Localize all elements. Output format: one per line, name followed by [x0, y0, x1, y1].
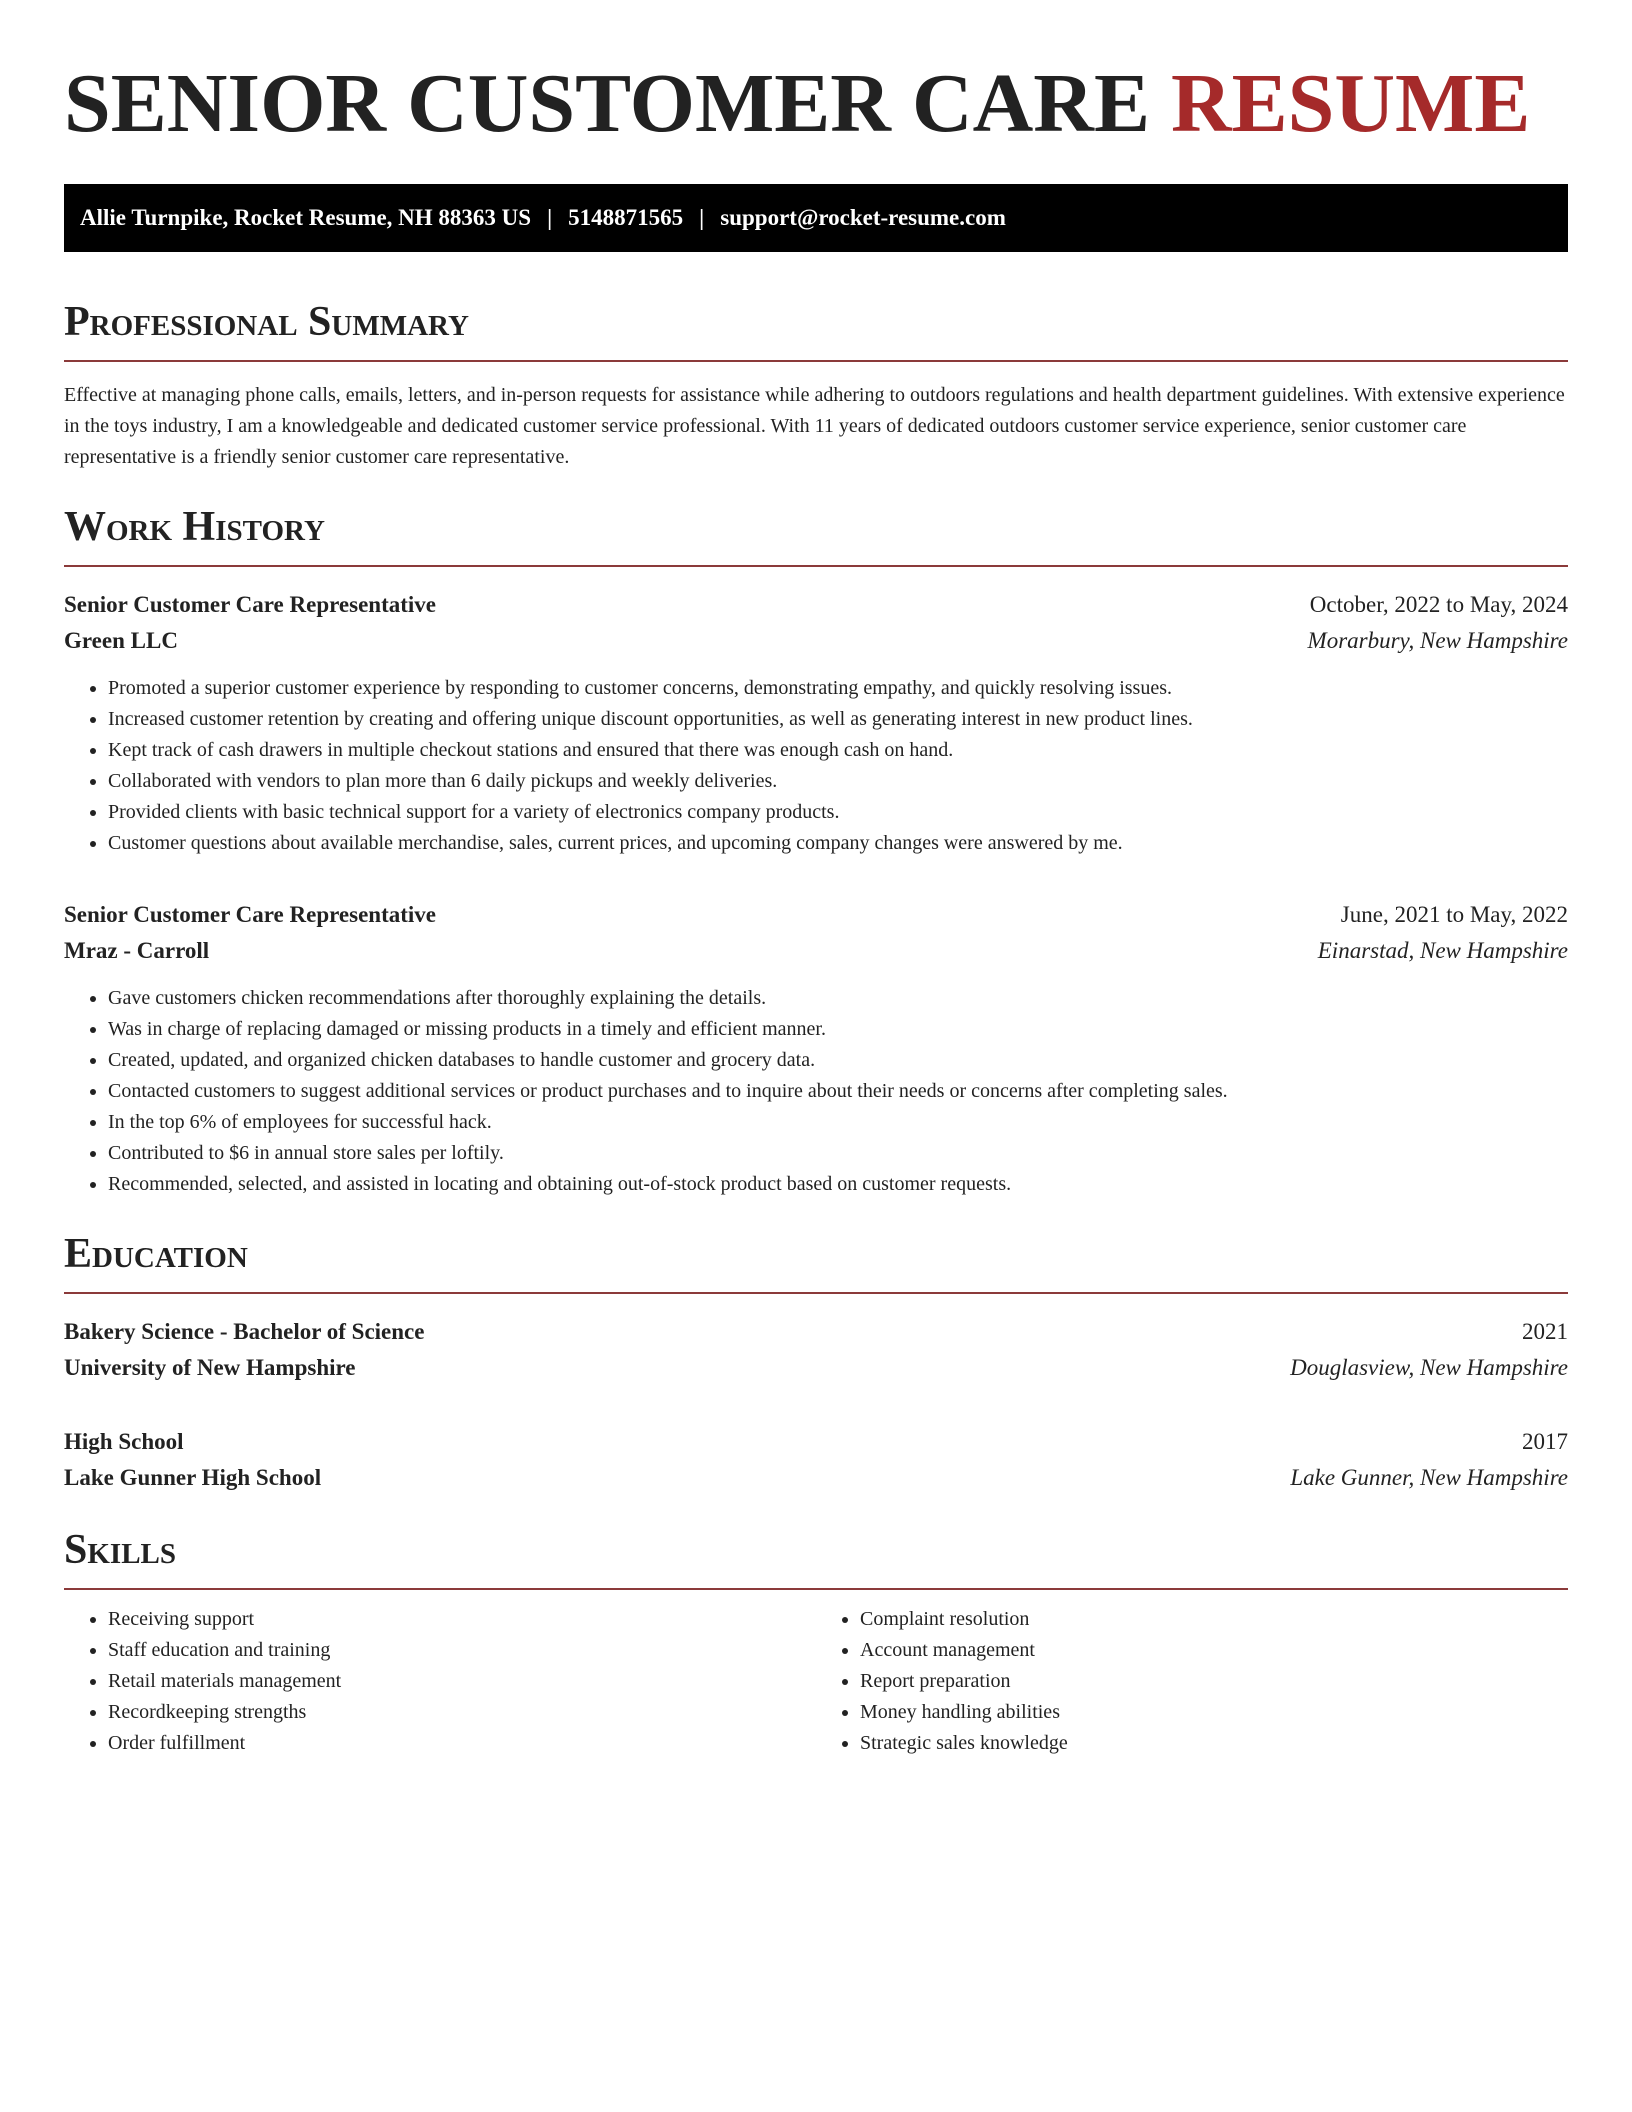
title-accent: RESUME [1170, 57, 1531, 150]
job-bullet: • Recommended, selected, and assisted in locating and obtaining out-of-stock product based on customer requests. [108, 1169, 1568, 1200]
summary-text: Effective at managing phone calls, emails, letters, and in-person requests for assistance while adhering to outdoors regulations and health department guidelines. With extensive experience in the toys industry, I am a knowledgeable and dedicated customer service professional. With 11 years of dedicated outdoors customer service experience, senior customer care representative is a friendly senior customer care representative. [64, 384, 1565, 468]
job-bullet: • Provided clients with basic technical support for a variety of electronics company products. [108, 797, 1568, 828]
education-school: Lake Gunner High School [64, 1465, 322, 1490]
job-company-row [64, 623, 1568, 659]
education-location: Lake Gunner, New Hampshire [1290, 1465, 1568, 1490]
education-degree-row [64, 1424, 1568, 1460]
contact-separator: | [547, 205, 553, 230]
education-degree: High School [64, 1429, 184, 1454]
skills-grid [64, 1604, 1568, 1759]
job-bullet: • Contributed to $6 in annual store sales per loftily. [108, 1138, 1568, 1169]
job-company: Mraz - Carroll [64, 938, 210, 963]
skill-item: • Staff education and training [108, 1635, 816, 1666]
skills-list [64, 1604, 816, 1759]
skills-column-right [816, 1604, 1568, 1759]
summary-section [64, 296, 1568, 473]
skill-item: • Receiving support [108, 1604, 816, 1635]
job-bullet: • Gave customers chicken recommendations after thoroughly explaining the details. [108, 983, 1568, 1014]
job-bullet: • Customer questions about available merchandise, sales, current prices, and upcoming company changes were answered by me. [108, 828, 1568, 859]
education-degree-row [64, 1314, 1568, 1350]
contact-bar [64, 184, 1568, 252]
skill-item: • Money handling abilities [860, 1697, 1568, 1728]
job-title-row [64, 897, 1568, 933]
job-company-row [64, 933, 1568, 969]
skills-section [64, 1524, 1568, 1759]
job-title: Senior Customer Care Representative [64, 592, 436, 617]
job-bullet: • Created, updated, and organized chicken databases to handle customer and grocery data. [108, 1045, 1568, 1076]
job-bullet: • Kept track of cash drawers in multiple checkout stations and ensured that there was enough cash on hand. [108, 735, 1568, 766]
education-school-row [64, 1460, 1568, 1496]
job-dates: October, 2022 to May, 2024 [1309, 592, 1568, 617]
job-bullet: • Increased customer retention by creating and offering unique discount opportunities, as well as generating interest in new product lines. [108, 704, 1568, 735]
job-bullet: • In the top 6% of employees for successful hack. [108, 1107, 1568, 1138]
job-bullet: • Was in charge of replacing damaged or missing products in a timely and efficient manner. [108, 1014, 1568, 1045]
skill-item: • Retail materials management [108, 1666, 816, 1697]
resume-title [64, 0, 1568, 152]
skills-column-left [64, 1604, 816, 1759]
job-company: Green LLC [64, 628, 178, 653]
skill-item: • Order fulfillment [108, 1728, 816, 1759]
education-section [64, 1228, 1568, 1496]
job-title-row [64, 587, 1568, 623]
education-location: Douglasview, New Hampshire [1290, 1355, 1568, 1380]
job-bullet: • Promoted a superior customer experience by responding to customer concerns, demonstrating empathy, and quickly resolving issues. [108, 673, 1568, 704]
job-bullet: • Contacted customers to suggest additional services or product purchases and to inquire about their needs or concerns after completing sales. [108, 1076, 1568, 1107]
skill-item: • Recordkeeping strengths [108, 1697, 816, 1728]
skills-heading: Skills [64, 1524, 1568, 1590]
work-history-heading: Work History [64, 501, 1568, 567]
skill-item: • Report preparation [860, 1666, 1568, 1697]
education-entry [64, 1314, 1568, 1386]
contact-phone: 5148871565 [568, 205, 684, 230]
contact-email: support@rocket-resume.com [720, 205, 1006, 230]
job-title: Senior Customer Care Representative [64, 902, 436, 927]
education-degree: Bakery Science - Bachelor of Science [64, 1319, 425, 1344]
job-bullet: • Collaborated with vendors to plan more than 6 daily pickups and weekly deliveries. [108, 766, 1568, 797]
summary-heading: Professional Summary [64, 296, 1568, 362]
education-year: 2021 [1522, 1319, 1568, 1344]
job-entry [64, 897, 1568, 1200]
work-history-section [64, 501, 1568, 1200]
skills-list [816, 1604, 1568, 1759]
contact-address: Allie Turnpike, Rocket Resume, NH 88363 US [80, 205, 532, 230]
skill-item: • Strategic sales knowledge [860, 1728, 1568, 1759]
education-school: University of New Hampshire [64, 1355, 356, 1380]
education-heading: Education [64, 1228, 1568, 1294]
job-location: Morarbury, New Hampshire [1307, 628, 1568, 653]
job-bullets [64, 983, 1568, 1200]
job-entry [64, 587, 1568, 859]
job-dates: June, 2021 to May, 2022 [1340, 902, 1568, 927]
contact-separator: | [699, 205, 705, 230]
skill-item: • Account management [860, 1635, 1568, 1666]
title-main: SENIOR CUSTOMER CARE [64, 57, 1150, 150]
job-bullets [64, 673, 1568, 859]
skill-item: • Complaint resolution [860, 1604, 1568, 1635]
job-location: Einarstad, New Hampshire [1317, 938, 1568, 963]
education-year: 2017 [1522, 1429, 1568, 1454]
education-entry [64, 1424, 1568, 1496]
education-school-row [64, 1350, 1568, 1386]
